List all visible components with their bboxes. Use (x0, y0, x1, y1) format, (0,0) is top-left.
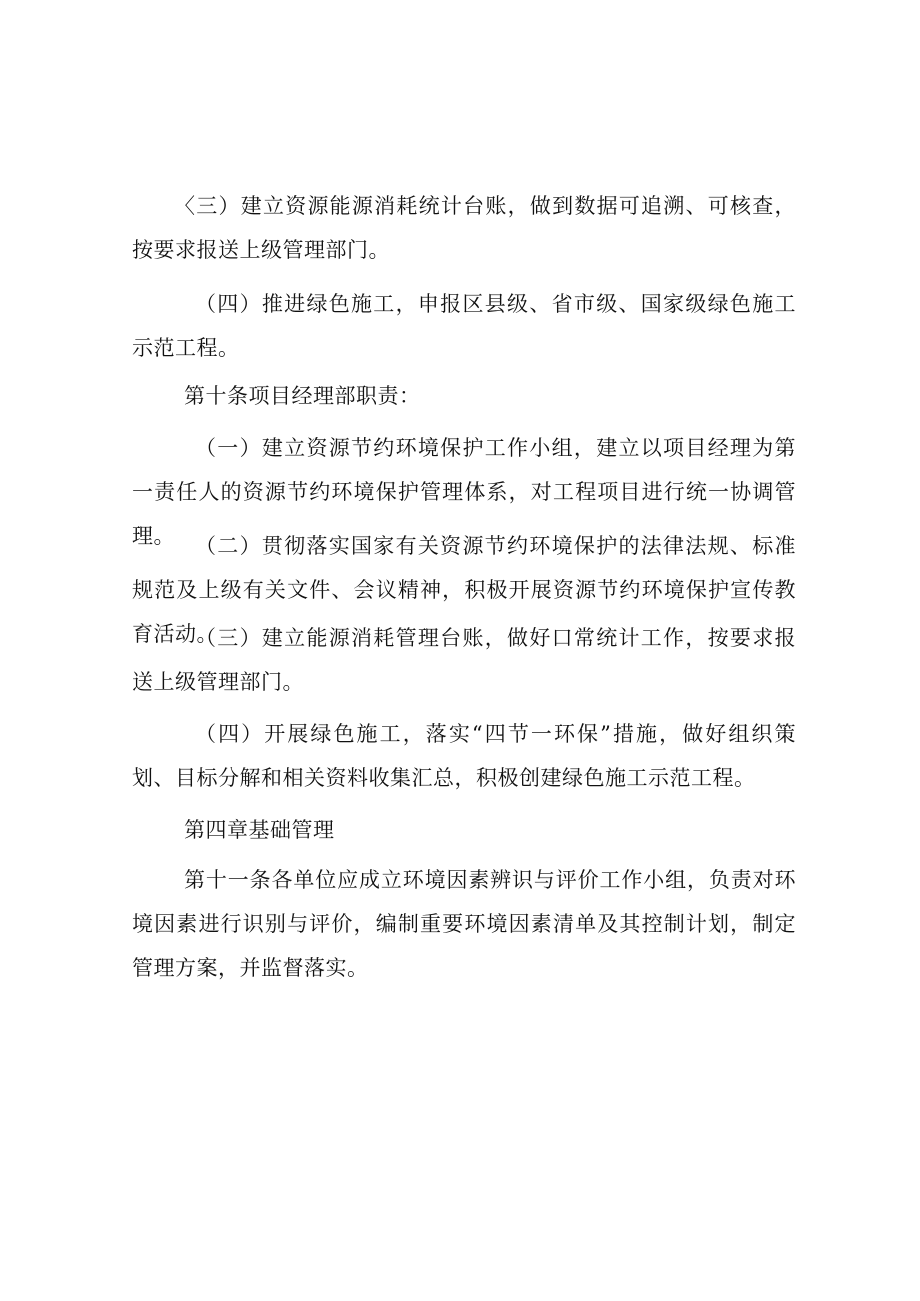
article-10-heading: 第十条项目经理部职责： (184, 384, 421, 408)
paragraph-4-four-savings: （四）开展绿色施工，落实“四节一环保”措施，做好组织策划、目标分解和相关资料收集汇总，积极创建绿色施工示范工程。 (132, 722, 796, 790)
paragraph-4-green-construction: （四）推进绿色施工，申报区县级、省市级、国家级绿色施工示范工程。 (132, 292, 796, 360)
paragraph-1-working-group: （一）建立资源节约环境保护工作小组，建立以项目经理为第一责任人的资源节约环境保护管理体系，对工程项目进行统一协调管理。 (132, 436, 796, 548)
paragraph-3-energy-ledger: （三）建立能源消耗管理台账，做好口常统计工作，按要求报送上级管理部门。 (132, 626, 796, 694)
paragraph-3-resource-ledger: 〈三）建立资源能源消耗统计台账，做到数据可追溯、可核查，按要求报送上级管理部门。 (132, 194, 796, 262)
chapter-4-heading: 第四章基础管理 (184, 818, 335, 842)
article-11-paragraph: 第十一条各单位应成立环境因素辨识与评价工作小组，负责对环境因素进行识别与评价，编制重要环境因素清单及其控制计划，制定管理方案，并监督落实。 (132, 868, 796, 980)
paragraph-2-regulations: （二）贯彻落实国家有关资源节约环境保护的法律法规、标准规范及上级有关文件、会议精神，积极开展资源节约环境保护宣传教育活动。 (132, 534, 796, 646)
